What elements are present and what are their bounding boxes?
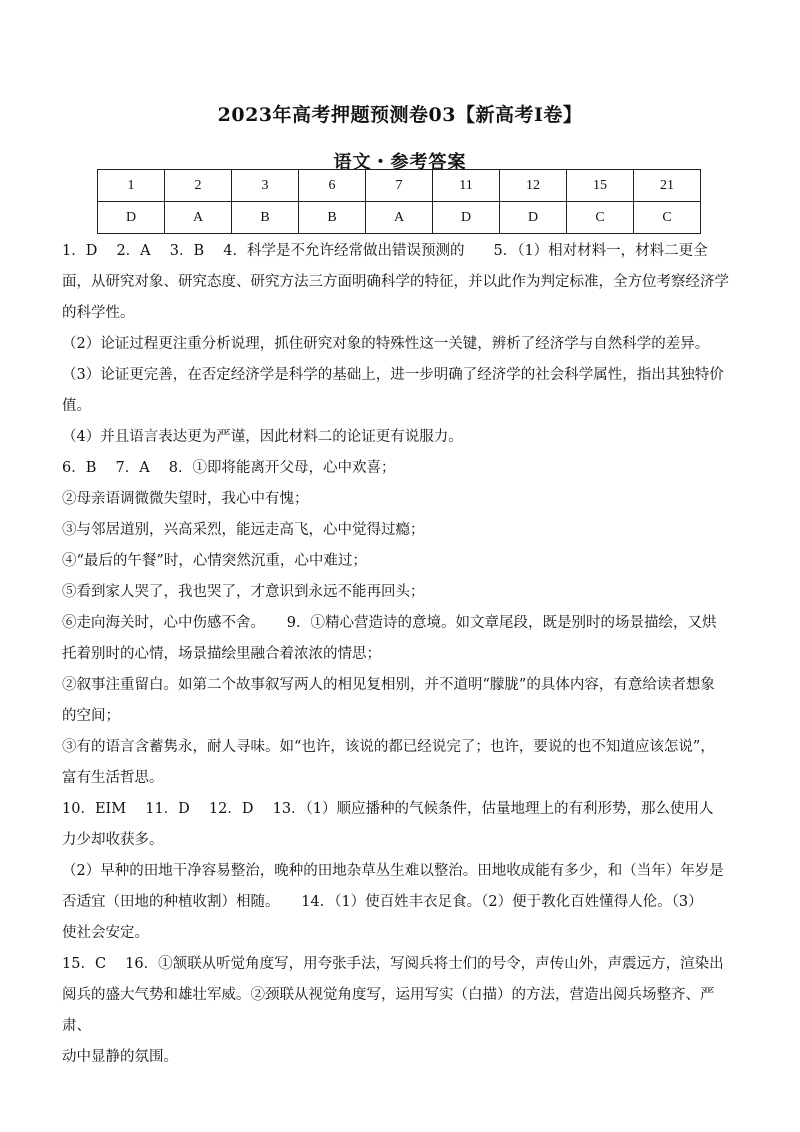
text-line: 动中显静的氛围。	[62, 1049, 178, 1065]
text-line: ④“最后的午餐”时，心情突然沉重，心中难过；	[62, 553, 367, 569]
text-line: （4）并且语言表达更为严谨，因此材料二的论证更有说服力。	[62, 429, 463, 445]
text-line: （2）论证过程更注重分析说理，抓住研究对象的特殊性这一关键，辨析了经济学与自然科学的差异。	[62, 336, 710, 352]
text-line: 使社会安定。	[62, 925, 149, 941]
answer-cell: D	[433, 202, 500, 234]
answer-cell: B	[232, 202, 299, 234]
answer-cell: A	[366, 202, 433, 234]
question-number-cell: 7	[366, 170, 433, 202]
answer-cell: D	[98, 202, 165, 234]
text-line: 阅兵的盛大气势和雄壮军威。②颈联从视觉角度写，运用写实（白描）的方法，营造出阅兵场整齐、严肃、	[62, 987, 715, 1034]
text-line: ③与邻居道别，兴高采烈，能远走高飞，心中觉得过瘾；	[62, 522, 425, 538]
text-line: 15．C 16．①颔联从听觉角度写，用夸张手法，写阅兵将士们的号令，声传山外，声震远方，渲染出	[62, 956, 724, 972]
text-line: 面，从研究对象、研究态度、研究方法三方面明确科学的特征，并以此作为判定标准，全方位考察经济学	[62, 274, 729, 290]
answer-cell: C	[634, 202, 701, 234]
text-line: 1．D 2．A 3．B 4．科学是不允许经常做出错误预测的 5．（1）相对材料一，材料二更全	[62, 243, 708, 259]
text-line: ②叙事注重留白。如第二个故事叙写两人的相见复相别，并不道明“朦胧”的具体内容，有意给读者想象	[62, 677, 715, 693]
text-line: 6．B 7．A 8．①即将能离开父母，心中欢喜；	[62, 460, 396, 476]
text-line: ③有的语言含蓄隽永，耐人寻味。如“也许，该说的都已经说完了；也许，要说的也不知道应该怎说”，	[62, 739, 715, 755]
answer-cell: C	[567, 202, 634, 234]
question-number-cell: 11	[433, 170, 500, 202]
question-number-row	[98, 170, 701, 202]
question-number-cell: 21	[634, 170, 701, 202]
text-line: 富有生活哲思。	[62, 770, 164, 786]
answer-table	[97, 169, 701, 234]
answer-cell: D	[500, 202, 567, 234]
text-line: 值。	[62, 398, 91, 414]
question-number-cell: 12	[500, 170, 567, 202]
text-line: 力少却收获多。	[62, 832, 164, 848]
answer-explanations	[62, 236, 738, 1073]
document-title: 2023年高考押题预测卷03【新高考I卷】	[217, 104, 583, 126]
question-number-cell: 6	[299, 170, 366, 202]
answer-letter-row	[98, 202, 701, 234]
text-line: （2）早种的田地干净容易整治，晚种的田地杂草丛生难以整治。田地收成能有多少，和（当年）年岁是	[62, 863, 724, 879]
text-line: ⑥走向海关时，心中伤感不舍。 9．①精心营造诗的意境。如文章尾段，既是别时的场景描绘，又烘	[62, 615, 717, 631]
answer-cell: B	[299, 202, 366, 234]
text-line: 否适宜（田地的种植收割）相随。 14．（1）使百姓丰衣足食。（2）便于教化百姓懂得人伦。（3）	[62, 894, 703, 910]
text-line: ②母亲语调微微失望时，我心中有愧；	[62, 491, 309, 507]
text-line: 10．EIM 11．D 12．D 13．（1）顺应播种的气候条件，估量地理上的有利形势，那么使用人	[62, 801, 714, 817]
text-line: （3）论证更完善，在否定经济学是科学的基础上，进一步明确了经济学的社会科学属性，指出其独特价	[62, 367, 724, 383]
answer-cell: A	[165, 202, 232, 234]
text-line: 的科学性。	[62, 305, 135, 321]
question-number-cell: 2	[165, 170, 232, 202]
text-line: ⑤看到家人哭了，我也哭了，才意识到永远不能再回头；	[62, 584, 425, 600]
text-line: 托着别时的心情，场景描绘里融合着浓浓的情思；	[62, 646, 381, 662]
document-subtitle: 语文・参考答案	[333, 152, 467, 173]
question-number-cell: 1	[98, 170, 165, 202]
text-line: 的空间；	[62, 708, 120, 724]
question-number-cell: 3	[232, 170, 299, 202]
question-number-cell: 15	[567, 170, 634, 202]
